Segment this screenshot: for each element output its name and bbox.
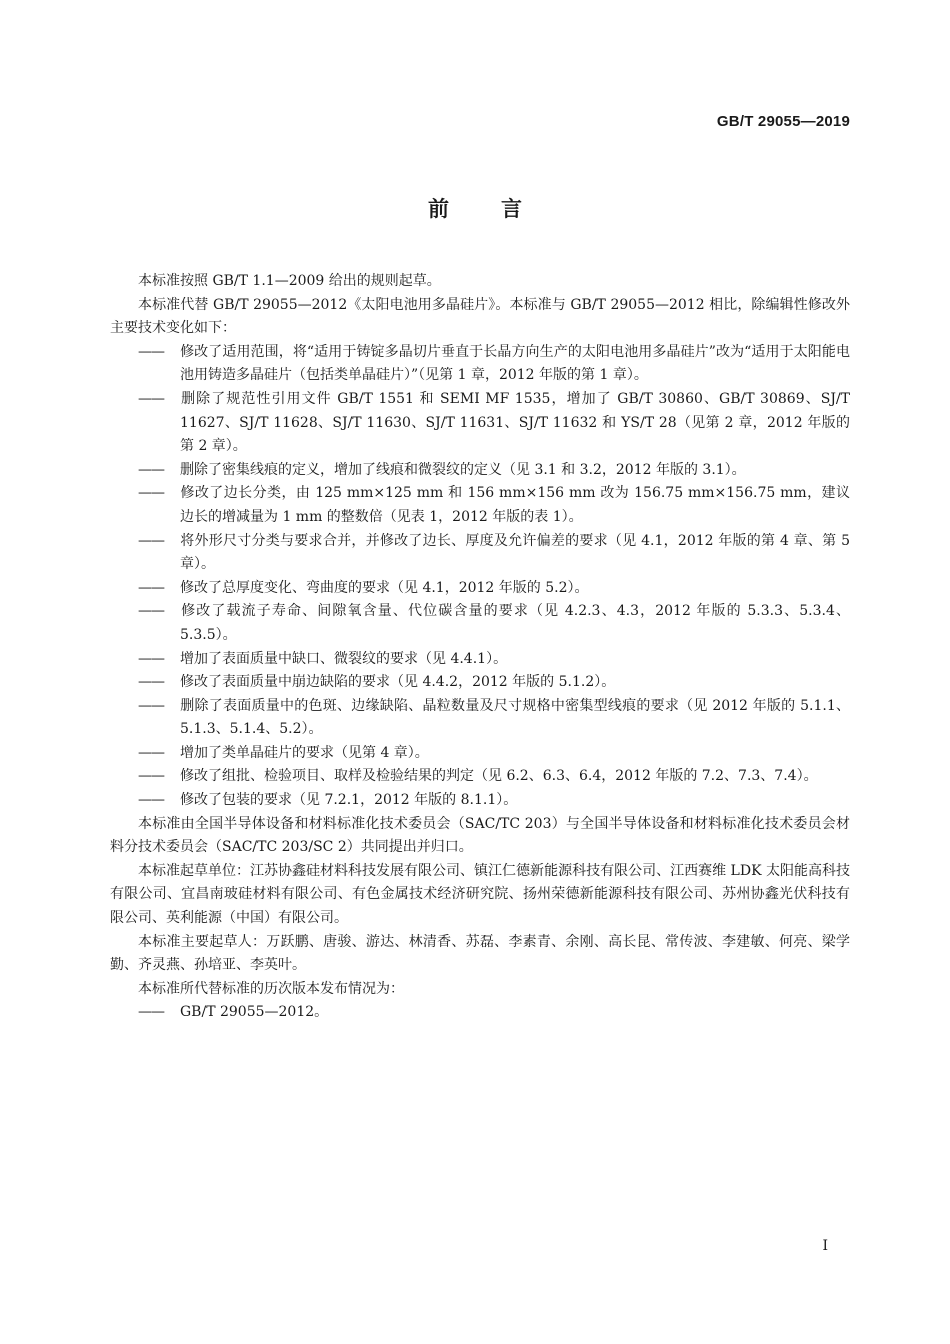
change-item [110, 459, 850, 483]
change-item [110, 695, 850, 742]
document-number: GB/T 29055—2019 [716, 113, 850, 130]
dash-marker: —— [138, 485, 164, 502]
change-item-text: 删除了表面质量中的色斑、边缘缺陷、晶粒数量及尺寸规格中密集型线痕的要求（见 2012 年版的 5.1.1、5.1.3、5.1.4、5.2）。 [180, 697, 850, 738]
change-item-text: 将外形尺寸分类与要求合并，并修改了边长、厚度及允许偏差的要求（见 4.1，2012 年版的第 4 章、第 5 章）。 [180, 532, 850, 573]
change-item-text: 修改了总厚度变化、弯曲度的要求（见 4.1，2012 年版的 5.2）。 [180, 579, 589, 596]
change-item [110, 600, 850, 647]
change-item [110, 482, 850, 529]
dash-marker: —— [138, 697, 164, 714]
change-item-text: 修改了包装的要求（见 7.2.1，2012 年版的 8.1.1）。 [180, 792, 518, 809]
dash-marker: —— [138, 461, 164, 478]
change-item-text: 删除了密集线痕的定义，增加了线痕和微裂纹的定义（见 3.1 和 3.2，2012 年版的 3.1）。 [180, 461, 746, 478]
change-item [110, 577, 850, 601]
body-paragraph: 本标准代替 GB/T 29055—2012《太阳电池用多晶硅片》。本标准与 GB/T 29055—2012 相比，除编辑性修改外主要技术变化如下： [110, 296, 850, 337]
change-item-text: 修改了载流子寿命、间隙氧含量、代位碳含量的要求（见 4.2.3、4.3，2012 年版的 5.3.3、5.3.4、5.3.5）。 [180, 603, 850, 643]
change-item-text: 增加了类单晶硅片的要求（见第 4 章）。 [180, 744, 429, 761]
change-item-text: 修改了边长分类，由 125 mm×125 mm 和 156 mm×156 mm 改为 156.75 mm×156.75 mm，建议边长的增减量为 1 mm 的整数倍（见表 1，2012 年版的表 1）。 [180, 485, 850, 525]
change-item-text: 修改了组批、检验项目、取样及检验结果的判定（见 6.2、6.3、6.4，2012 年版的 7.2、7.3、7.4）。 [180, 768, 818, 785]
dash-marker: —— [138, 603, 164, 620]
change-item [110, 341, 850, 388]
body-paragraph: 本标准由全国半导体设备和材料标准化技术委员会（SAC/TC 203）与全国半导体设备和材料标准化技术委员会材料分技术委员会（SAC/TC 203/SC 2）共同提出并归口。 [110, 815, 850, 856]
dash-marker: —— [138, 343, 164, 360]
body-paragraph: 本标准主要起草人：万跃鹏、唐骏、游达、林清香、苏磊、李素青、余刚、高长昆、常传波、李建敏、何亮、梁学勤、齐灵燕、孙培亚、李英叶。 [110, 933, 850, 974]
change-item [110, 789, 850, 813]
history-item [110, 1001, 850, 1025]
dash-marker: —— [138, 390, 164, 407]
dash-marker: —— [138, 1004, 164, 1021]
page-number: I [822, 1238, 828, 1254]
dash-marker: —— [138, 579, 164, 596]
history-item-text: GB/T 29055—2012。 [180, 1004, 329, 1021]
change-item [110, 388, 850, 459]
change-item-text: 增加了表面质量中缺口、微裂纹的要求（见 4.4.1）。 [180, 650, 508, 667]
change-item-text: 删除了规范性引用文件 GB/T 1551 和 SEMI MF 1535，增加了 GB/T 30860、GB/T 30869、SJ/T 11627、SJ/T 11628、SJ/T 11630、SJ/T 11631、SJ/T 11632 和 YS/T 28（见第 2 章，2012 年版的第 2 章）。 [180, 390, 850, 455]
change-item [110, 671, 850, 695]
body-paragraph: 本标准所代替标准的历次版本发布情况为： [138, 980, 404, 997]
dash-marker: —— [138, 768, 164, 785]
page-title: 前言 [428, 197, 574, 221]
body-paragraph: 本标准起草单位：江苏协鑫硅材料科技发展有限公司、镇江仁德新能源科技有限公司、江西赛维 LDK 太阳能高科技有限公司、宜昌南玻硅材料有限公司、有色金属技术经济研究院、扬州荣德新能源科技有限公司、苏州协鑫光伏科技有限公司、英利能源（中国）有限公司。 [110, 862, 850, 927]
change-item-text: 修改了适用范围，将“适用于铸锭多晶切片垂直于长晶方向生产的太阳电池用多晶硅片”改为“适用于太阳能电池用铸造多晶硅片（包括类单晶硅片）”（见第 1 章，2012 年版的第 1 章）。 [180, 343, 850, 384]
change-item [110, 530, 850, 577]
change-item [110, 765, 850, 789]
body-paragraph: 本标准按照 GB/T 1.1—2009 给出的规则起草。 [138, 273, 441, 289]
dash-marker: —— [138, 792, 164, 809]
change-item-text: 修改了表面质量中崩边缺陷的要求（见 4.4.2，2012 年版的 5.1.2）。 [180, 674, 616, 691]
dash-marker: —— [138, 744, 164, 761]
change-item [110, 742, 850, 766]
foreword-body [110, 270, 850, 1025]
dash-marker: —— [138, 650, 164, 667]
dash-marker: —— [138, 532, 164, 549]
dash-marker: —— [138, 674, 164, 691]
change-item [110, 648, 850, 672]
